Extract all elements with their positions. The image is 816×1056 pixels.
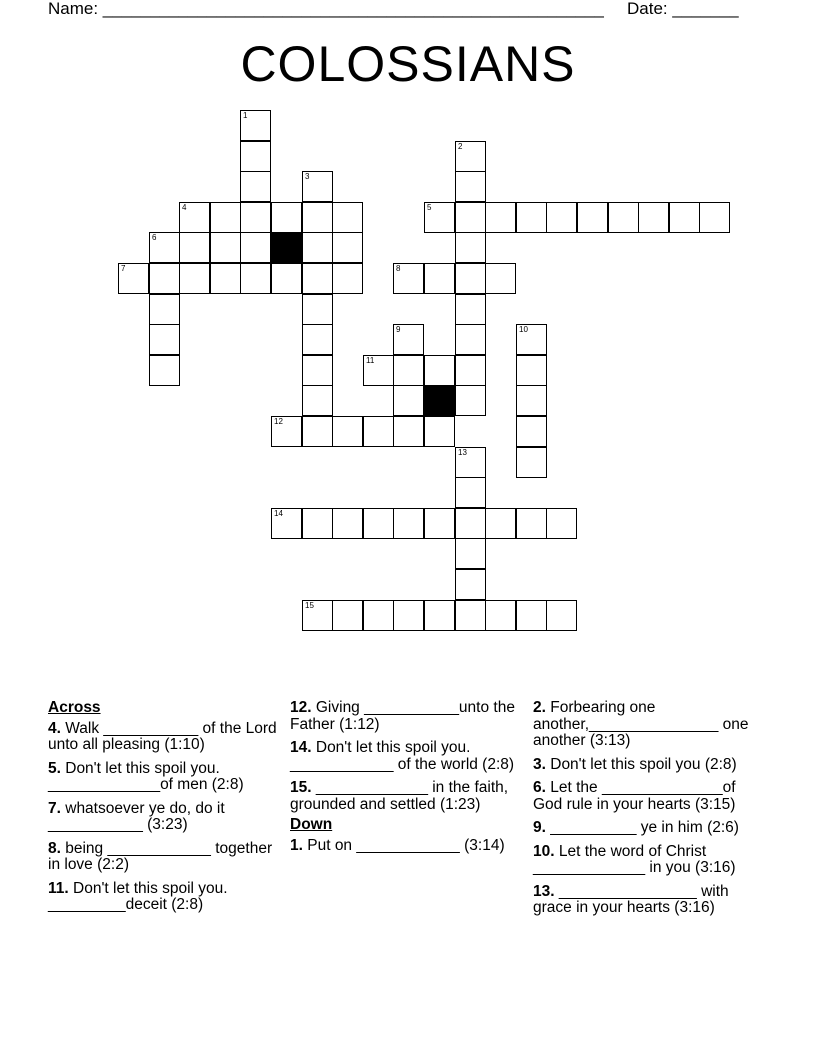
crossword-cell[interactable] [363, 355, 394, 386]
clue-item-number: 8. [48, 839, 61, 857]
crossword-cell[interactable] [455, 263, 486, 294]
crossword-cell[interactable] [577, 202, 608, 233]
clue-number: 11 [366, 356, 375, 365]
crossword-cell[interactable] [455, 569, 486, 600]
clue-item-number: 14. [290, 739, 312, 756]
clue-item-text: whatsoever ye do, do it ___________ (3:23) [48, 799, 225, 833]
crossword-cell[interactable] [302, 324, 333, 355]
crossword-cell[interactable] [302, 385, 333, 416]
clue-item [48, 841, 278, 874]
clue-item-number: 5. [48, 759, 61, 777]
clue-item-text: Forbearing one another,_______________ one another (3:13) [533, 699, 749, 749]
crossword-cell[interactable] [210, 202, 241, 233]
crossword-cell[interactable] [302, 600, 333, 631]
crossword-cell[interactable] [424, 600, 455, 631]
clue-number: 2 [458, 142, 463, 151]
crossword-cell[interactable] [149, 324, 180, 355]
crossword-cell[interactable] [302, 171, 333, 202]
crossword-cell[interactable] [332, 202, 363, 233]
clue-item-text: being ____________ together in love (2:2) [48, 839, 273, 873]
crossword-cell[interactable] [393, 416, 424, 447]
crossword-cell[interactable] [118, 263, 149, 294]
clue-item-number: 4. [48, 719, 61, 737]
crossword-cell[interactable] [302, 355, 333, 386]
clue-number: 5 [427, 203, 432, 212]
clue-item [48, 721, 278, 754]
crossword-cell[interactable] [332, 416, 363, 447]
clue-item-number: 15. [290, 779, 312, 796]
crossword-cell[interactable] [271, 416, 302, 447]
crossword-cell[interactable] [271, 263, 302, 294]
clues-column-3 [533, 700, 763, 924]
clue-item-number: 12. [290, 699, 312, 716]
crossword-cell[interactable] [424, 416, 455, 447]
clue-item [48, 801, 278, 834]
crossword-cell[interactable] [393, 385, 424, 416]
crossword-cell[interactable] [516, 508, 547, 539]
crossword-cell[interactable] [424, 263, 455, 294]
clue-number: 1 [243, 111, 248, 120]
clue-item-text: Don't let this spoil you. _________deceit (2:8) [48, 879, 228, 913]
date-field-label: Date: _______ [627, 0, 739, 18]
clues-column-2 [290, 700, 520, 861]
clue-item-text: Don't let this spoil you (2:8) [545, 755, 737, 773]
crossword-cell[interactable] [332, 508, 363, 539]
crossword-cell[interactable] [485, 202, 516, 233]
crossword-cell[interactable] [332, 232, 363, 263]
clue-item [290, 780, 520, 813]
clue-item [290, 740, 520, 773]
clue-number: 4 [182, 203, 187, 212]
clue-number: 9 [396, 325, 401, 334]
across-heading: Across [48, 699, 101, 716]
crossword-cell[interactable] [455, 141, 486, 172]
crossword-cell[interactable] [302, 202, 333, 233]
clue-item-text: Giving ___________unto the Father (1:12) [290, 699, 515, 733]
crossword-cell[interactable] [455, 477, 486, 508]
crossword-cell[interactable] [210, 232, 241, 263]
crossword-cell[interactable] [608, 202, 639, 233]
crossword-cell[interactable] [332, 263, 363, 294]
crossword-cell[interactable] [485, 600, 516, 631]
clue-item [290, 700, 520, 733]
crossword-cell[interactable] [455, 324, 486, 355]
crossword-cell[interactable] [240, 141, 271, 172]
crossword-cell[interactable] [485, 263, 516, 294]
crossword-cell[interactable] [302, 232, 333, 263]
clue-item-text: _____________ in the faith, grounded and settled (1:23) [290, 779, 509, 813]
crossword-cell[interactable] [149, 355, 180, 386]
crossword-cell[interactable] [271, 508, 302, 539]
clue-item-number: 2. [533, 699, 546, 716]
crossword-cell[interactable] [455, 294, 486, 325]
clue-number: 3 [305, 172, 310, 181]
crossword-cell[interactable] [424, 508, 455, 539]
crossword-cell[interactable] [302, 416, 333, 447]
crossword-cell[interactable] [210, 263, 241, 294]
crossword-cell[interactable] [455, 171, 486, 202]
clue-item-text: Don't let this spoil you. _____________of men (2:8) [48, 759, 244, 793]
crossword-cell[interactable] [240, 110, 271, 141]
clue-item-number: 1. [290, 836, 303, 854]
crossword-cell[interactable] [516, 324, 547, 355]
clue-item-number: 6. [533, 779, 546, 796]
crossword-cell[interactable] [240, 171, 271, 202]
crossword-cell[interactable] [393, 600, 424, 631]
crossword-cell[interactable] [240, 232, 271, 263]
crossword-cell[interactable] [669, 202, 700, 233]
crossword-cell[interactable] [485, 508, 516, 539]
clue-number: 15 [305, 601, 314, 610]
crossword-cell[interactable] [179, 263, 210, 294]
crossword-cell[interactable] [516, 447, 547, 478]
crossword-cell[interactable] [179, 232, 210, 263]
clue-item-number: 10. [533, 842, 555, 860]
clue-number: 12 [274, 417, 283, 426]
crossword-cell[interactable] [240, 202, 271, 233]
clue-item [48, 761, 278, 794]
crossword-cell[interactable] [455, 600, 486, 631]
crossword-cell[interactable] [455, 355, 486, 386]
crossword-cell[interactable] [455, 508, 486, 539]
black-square [271, 232, 302, 263]
crossword-cell[interactable] [393, 355, 424, 386]
clue-item-text: Walk ___________ of the Lord unto all pleasing (1:10) [48, 719, 277, 753]
clue-item-text: __________ ye in him (2:6) [545, 819, 739, 836]
clue-item-number: 9. [533, 819, 546, 836]
clues-column-1 [48, 700, 278, 921]
crossword-cell[interactable] [455, 538, 486, 569]
clue-item-text: Let the ______________of God rule in your hearts (3:15) [533, 779, 736, 813]
clue-number: 7 [121, 264, 126, 273]
crossword-cell[interactable] [455, 232, 486, 263]
clue-number: 6 [152, 233, 157, 242]
crossword-cell[interactable] [546, 600, 577, 631]
crossword-cell[interactable] [455, 202, 486, 233]
crossword-cell[interactable] [271, 202, 302, 233]
crossword-cell[interactable] [699, 202, 730, 233]
crossword-cell[interactable] [516, 202, 547, 233]
clue-item-text: Put on ____________ (3:14) [302, 836, 505, 854]
crossword-cell[interactable] [240, 263, 271, 294]
crossword-cell[interactable] [149, 263, 180, 294]
crossword-cell[interactable] [424, 355, 455, 386]
crossword-cell[interactable] [393, 324, 424, 355]
name-field-label: Name: _____________________________________________________ [48, 0, 604, 18]
crossword-cell[interactable] [302, 294, 333, 325]
crossword-cell[interactable] [302, 508, 333, 539]
clue-number: 14 [274, 509, 283, 518]
crossword-cell[interactable] [516, 416, 547, 447]
clue-number: 10 [519, 325, 528, 334]
clue-item [533, 780, 763, 813]
black-square [424, 385, 455, 416]
page-title: COLOSSIANS [240, 36, 576, 92]
clue-item-number: 3. [533, 755, 546, 773]
clue-number: 8 [396, 264, 401, 273]
crossword-cell[interactable] [149, 232, 180, 263]
clue-item-text: Let the word of Christ _____________ in you (3:16) [533, 842, 736, 876]
crossword-cell[interactable] [149, 294, 180, 325]
down-heading: Down [290, 816, 333, 833]
crossword-cell[interactable] [179, 202, 210, 233]
crossword-cell[interactable] [455, 447, 486, 478]
crossword-cell[interactable] [393, 263, 424, 294]
clue-item [533, 700, 763, 750]
crossword-cell[interactable] [546, 202, 577, 233]
crossword-cell[interactable] [363, 416, 394, 447]
clue-item-text: Don't let this spoil you. ____________ of the world (2:8) [290, 739, 515, 773]
crossword-cell[interactable] [302, 263, 333, 294]
crossword-cell[interactable] [516, 385, 547, 416]
crossword-cell[interactable] [424, 202, 455, 233]
crossword-cell[interactable] [455, 385, 486, 416]
clue-item-number: 7. [48, 799, 61, 817]
crossword-cell[interactable] [516, 355, 547, 386]
clue-item-number: 13. [533, 882, 555, 900]
crossword-cell[interactable] [638, 202, 669, 233]
crossword-cell[interactable] [363, 508, 394, 539]
crossword-cell[interactable] [393, 508, 424, 539]
clue-item-text: ________________ with grace in your hearts (3:16) [533, 882, 729, 916]
crossword-cell[interactable] [363, 600, 394, 631]
clue-item [533, 844, 763, 877]
clue-item [48, 881, 278, 914]
clue-item [533, 820, 763, 837]
crossword-cell[interactable] [546, 508, 577, 539]
clue-number: 13 [458, 448, 467, 457]
crossword-cell[interactable] [332, 600, 363, 631]
clue-item [533, 757, 763, 774]
clue-item [290, 838, 520, 855]
crossword-cell[interactable] [516, 600, 547, 631]
clue-item [533, 884, 763, 917]
clue-item-number: 11. [48, 879, 69, 897]
